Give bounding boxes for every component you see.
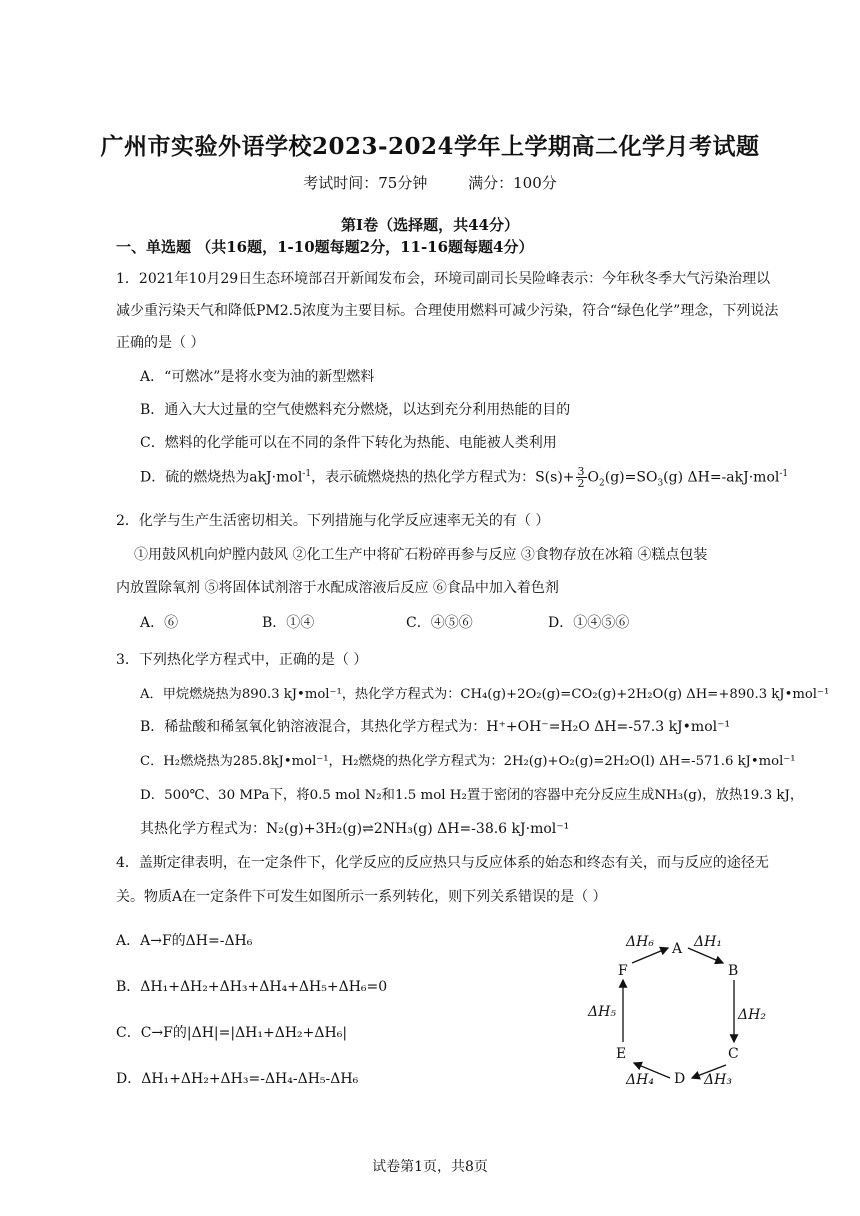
q4-line1: 4．盖斯定律表明，在一定条件下，化学反应的反应热只与反应体系的始态和终态有关，而与反应的途径无: [116, 855, 769, 871]
label-dh6: ΔH₆: [626, 934, 654, 950]
q2-line1: 2．化学与生产生活密切相关。下列措施与化学反应速率无关的有（ ）: [116, 513, 550, 529]
q2-option-b: B．①④: [262, 615, 315, 631]
q1-line2: 减少重污染天气和降低PM2.5浓度为主要目标。合理使用燃料可减少污染，符合“绿色化学”理念，下列说法: [116, 303, 779, 319]
q1-option-d: [140, 466, 788, 489]
arrow-a-to-b: [688, 948, 723, 963]
frac-numerator: 3: [577, 465, 585, 478]
label-dh2: ΔH₂: [738, 1007, 766, 1023]
q3-option-a: A．甲烷燃烧热为890.3 kJ•mol⁻¹，热化学方程式为：CH₄(g)+2O₂(g)=CO₂(g)+2H₂O(g) ΔH=+890.3 kJ•mol⁻¹: [140, 687, 830, 702]
exam-title: 广州市实验外语学校2023-2024学年上学期高二化学月考试题: [100, 133, 760, 160]
q4-option-b: B．ΔH₁+ΔH₂+ΔH₃+ΔH₄+ΔH₅+ΔH₆=0: [116, 979, 388, 995]
q1-line3: 正确的是（ ）: [116, 335, 205, 351]
q3-option-d-line1: D．500℃、30 MPa下，将0.5 mol N₂和1.5 mol H₂置于密闭的容器中充分反应生成NH₃(g)，放热19.3 kJ，: [140, 788, 804, 803]
q1-d-sub2: 2: [599, 478, 605, 489]
label-dh5: ΔH₅: [588, 1004, 616, 1020]
label-dh1: ΔH₁: [694, 934, 722, 950]
q1-d-sup2: -1: [779, 468, 789, 479]
q2-option-c: C．④⑤⑥: [406, 615, 473, 631]
frac-denominator: 2: [577, 477, 585, 490]
q1-d-mid: ，表示硫燃烧热的热化学方程式为：S(s)+: [311, 469, 575, 486]
q3-option-b: B．稀盐酸和稀氢氧化钠溶液混合，其热化学方程式为：H⁺+OH⁻=H₂O ΔH=-57.3 kJ•mol⁻¹: [140, 719, 731, 735]
q3-option-c: C．H₂燃烧热为285.8kJ•mol⁻¹，H₂燃烧的热化学方程式为：2H₂(g)+O₂(g)=2H₂O(l) ΔH=-571.6 kJ•mol⁻¹: [140, 754, 796, 769]
q4-option-a: A．A→F的ΔH=-ΔH₆: [116, 933, 253, 949]
label-dh3: ΔH₃: [704, 1072, 732, 1088]
q1-d-pre: D．硫的燃烧热为akJ·mol: [140, 469, 303, 486]
page-footer: 试卷第1页，共8页: [372, 1159, 488, 1175]
q1-d-sub3: 3: [657, 478, 664, 489]
q1-d-post: O: [587, 469, 600, 486]
hess-cycle-diagram: [580, 930, 780, 1090]
node-e: E: [616, 1046, 627, 1062]
arrow-f-to-a: [632, 948, 668, 963]
q2-line2: ①用鼓风机向炉膛内鼓风 ②化工生产中将矿石粉碎再参与反应 ③食物存放在冰箱 ④糕点包装: [134, 547, 708, 563]
q1-line1: 1．2021年10月29日生态环境部召开新闻发布会，环境司副司长吴险峰表示：今年秋冬季大气污染治理以: [116, 271, 771, 287]
node-b: B: [728, 963, 739, 979]
section-heading: 第Ⅰ卷（选择题，共44分）: [341, 216, 519, 234]
exam-meta: [0, 172, 860, 193]
q4-option-c: C．C→F的|ΔH|=|ΔH₁+ΔH₂+ΔH₆|: [116, 1025, 348, 1041]
q1-d-post3: (g) ΔH=-akJ·mol: [663, 469, 780, 486]
node-a: A: [672, 941, 683, 957]
q2-line3: 内放置除氧剂 ⑤将固体试剂溶于水配成溶液后反应 ⑥食品中加入着色剂: [116, 580, 559, 596]
exam-score: 满分：100分: [468, 174, 557, 192]
node-f: F: [618, 963, 628, 979]
q4-option-d: D．ΔH₁+ΔH₂+ΔH₃=-ΔH₄-ΔH₅-ΔH₆: [116, 1071, 359, 1087]
q2-option-a: A．⑥: [140, 615, 179, 631]
q1-option-c: C．燃料的化学能可以在不同的条件下转化为热能、电能被人类利用: [140, 435, 557, 451]
q1-option-b: B．通入大大过量的空气使燃料充分燃烧，以达到充分利用热能的目的: [140, 402, 571, 418]
part-heading: 一、单选题 （共16题，1-10题每题2分，11-16题每题4分）: [116, 238, 534, 256]
q1-option-a: A．“可燃冰”是将水变为油的新型燃料: [140, 369, 375, 385]
q1-d-sup: -1: [302, 468, 312, 479]
node-c: C: [728, 1046, 739, 1062]
exam-time: 考试时间：75分钟: [303, 174, 428, 192]
q1-fraction: [576, 466, 587, 489]
q3-option-d-line2: 其热化学方程式为：N₂(g)+3H₂(g)⇌2NH₃(g) ΔH=-38.6 kJ·mol⁻¹: [140, 821, 570, 837]
q2-option-d: D．①④⑤⑥: [548, 615, 630, 631]
q1-d-post2: (g)=SO: [604, 469, 658, 486]
node-d: D: [674, 1071, 686, 1087]
q3-line1: 3．下列热化学方程式中，正确的是（ ）: [116, 652, 368, 668]
q4-line2: 关。物质A在一定条件下可发生如图所示一系列转化，则下列关系错误的是（ ）: [116, 889, 607, 905]
label-dh4: ΔH₄: [626, 1072, 654, 1088]
